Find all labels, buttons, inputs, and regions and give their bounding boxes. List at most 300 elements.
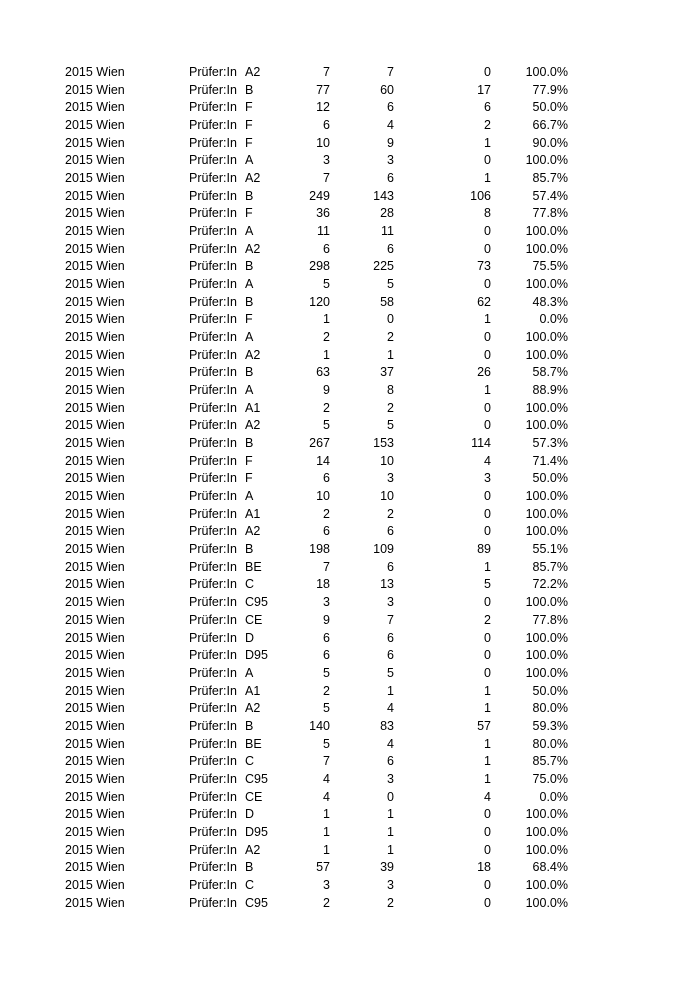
pass-rate-cell: 90.0% — [532, 135, 568, 150]
pass-rate-cell: 100.0% — [525, 665, 568, 680]
license-class-cell: B — [245, 436, 254, 451]
pass-rate-cell: 57.3% — [532, 436, 568, 451]
passed-count-cell: 60 — [380, 82, 394, 97]
total-count-cell: 9 — [323, 383, 330, 398]
examiner-role-cell: Prüfer:In — [189, 577, 237, 592]
examiner-role-cell: Prüfer:In — [189, 489, 237, 504]
total-count-cell: 57 — [316, 860, 330, 875]
passed-count-cell: 1 — [387, 347, 394, 362]
passed-count-cell: 37 — [380, 365, 394, 380]
year-city-cell: 2015 Wien — [65, 895, 125, 910]
year-city-cell: 2015 Wien — [65, 612, 125, 627]
license-class-cell: B — [245, 718, 254, 733]
passed-count-cell: 3 — [387, 877, 394, 892]
year-city-cell: 2015 Wien — [65, 383, 125, 398]
passed-count-cell: 10 — [380, 453, 394, 468]
table-row — [0, 241, 700, 259]
year-city-cell: 2015 Wien — [65, 241, 125, 256]
table-row — [0, 612, 700, 630]
pass-rate-cell: 0.0% — [539, 789, 568, 804]
total-count-cell: 120 — [309, 294, 330, 309]
failed-count-cell: 3 — [484, 471, 491, 486]
year-city-cell: 2015 Wien — [65, 82, 125, 97]
failed-count-cell: 0 — [484, 524, 491, 539]
examiner-role-cell: Prüfer:In — [189, 365, 237, 380]
table-row — [0, 135, 700, 153]
passed-count-cell: 5 — [387, 277, 394, 292]
passed-count-cell: 2 — [387, 895, 394, 910]
passed-count-cell: 58 — [380, 294, 394, 309]
examiner-role-cell: Prüfer:In — [189, 171, 237, 186]
year-city-cell: 2015 Wien — [65, 188, 125, 203]
table-row — [0, 859, 700, 877]
pass-rate-cell: 50.0% — [532, 683, 568, 698]
examiner-role-cell: Prüfer:In — [189, 188, 237, 203]
year-city-cell: 2015 Wien — [65, 277, 125, 292]
pass-rate-cell: 48.3% — [532, 294, 568, 309]
year-city-cell: 2015 Wien — [65, 630, 125, 645]
passed-count-cell: 7 — [387, 65, 394, 79]
year-city-cell: 2015 Wien — [65, 860, 125, 875]
total-count-cell: 6 — [323, 524, 330, 539]
examiner-role-cell: Prüfer:In — [189, 736, 237, 751]
failed-count-cell: 8 — [484, 206, 491, 221]
pass-rate-cell: 100.0% — [525, 400, 568, 415]
total-count-cell: 6 — [323, 118, 330, 133]
year-city-cell: 2015 Wien — [65, 648, 125, 663]
total-count-cell: 198 — [309, 542, 330, 557]
license-class-cell: A2 — [245, 418, 261, 433]
failed-count-cell: 0 — [484, 648, 491, 663]
passed-count-cell: 2 — [387, 506, 394, 521]
examiner-role-cell: Prüfer:In — [189, 82, 237, 97]
passed-count-cell: 225 — [373, 259, 394, 274]
table-row — [0, 364, 700, 382]
passed-count-cell: 3 — [387, 595, 394, 610]
license-class-cell: C — [245, 754, 255, 769]
table-row — [0, 736, 700, 754]
pass-rate-cell: 100.0% — [525, 630, 568, 645]
total-count-cell: 6 — [323, 630, 330, 645]
failed-count-cell: 57 — [477, 718, 491, 733]
passed-count-cell: 2 — [387, 400, 394, 415]
examiner-role-cell: Prüfer:In — [189, 595, 237, 610]
failed-count-cell: 2 — [484, 612, 491, 627]
table-row — [0, 470, 700, 488]
examiner-role-cell: Prüfer:In — [189, 506, 237, 521]
year-city-cell: 2015 Wien — [65, 524, 125, 539]
year-city-cell: 2015 Wien — [65, 118, 125, 133]
examiner-role-cell: Prüfer:In — [189, 135, 237, 150]
passed-count-cell: 6 — [387, 524, 394, 539]
failed-count-cell: 0 — [484, 224, 491, 239]
license-class-cell: C — [245, 577, 255, 592]
pass-rate-cell: 100.0% — [525, 524, 568, 539]
total-count-cell: 5 — [323, 665, 330, 680]
total-count-cell: 77 — [316, 82, 330, 97]
passed-count-cell: 28 — [380, 206, 394, 221]
examiner-role-cell: Prüfer:In — [189, 259, 237, 274]
year-city-cell: 2015 Wien — [65, 559, 125, 574]
passed-count-cell: 0 — [387, 312, 394, 327]
examiner-role-cell: Prüfer:In — [189, 471, 237, 486]
failed-count-cell: 89 — [477, 542, 491, 557]
pass-rate-cell: 85.7% — [532, 754, 568, 769]
examiner-role-cell: Prüfer:In — [189, 153, 237, 168]
failed-count-cell: 5 — [484, 577, 491, 592]
examiner-role-cell: Prüfer:In — [189, 330, 237, 345]
failed-count-cell: 0 — [484, 277, 491, 292]
table-row — [0, 99, 700, 117]
table-row — [0, 630, 700, 648]
passed-count-cell: 1 — [387, 824, 394, 839]
year-city-cell: 2015 Wien — [65, 418, 125, 433]
license-class-cell: CE — [245, 789, 263, 804]
total-count-cell: 3 — [323, 595, 330, 610]
examiner-role-cell: Prüfer:In — [189, 701, 237, 716]
failed-count-cell: 1 — [484, 683, 491, 698]
license-class-cell: D — [245, 630, 255, 645]
failed-count-cell: 2 — [484, 118, 491, 133]
failed-count-cell: 0 — [484, 418, 491, 433]
table-row — [0, 683, 700, 701]
failed-count-cell: 1 — [484, 736, 491, 751]
failed-count-cell: 1 — [484, 754, 491, 769]
pass-rate-cell: 100.0% — [525, 489, 568, 504]
pass-rate-cell: 59.3% — [532, 718, 568, 733]
examiner-role-cell: Prüfer:In — [189, 824, 237, 839]
total-count-cell: 6 — [323, 241, 330, 256]
examiner-role-cell: Prüfer:In — [189, 241, 237, 256]
failed-count-cell: 1 — [484, 171, 491, 186]
total-count-cell: 6 — [323, 648, 330, 663]
examiner-role-cell: Prüfer:In — [189, 436, 237, 451]
failed-count-cell: 1 — [484, 383, 491, 398]
license-class-cell: B — [245, 188, 254, 203]
passed-count-cell: 2 — [387, 330, 394, 345]
failed-count-cell: 0 — [484, 877, 491, 892]
examiner-role-cell: Prüfer:In — [189, 895, 237, 910]
pass-rate-cell: 57.4% — [532, 188, 568, 203]
total-count-cell: 6 — [323, 471, 330, 486]
pass-rate-cell: 0.0% — [539, 312, 568, 327]
table-row — [0, 789, 700, 807]
passed-count-cell: 10 — [380, 489, 394, 504]
total-count-cell: 3 — [323, 153, 330, 168]
passed-count-cell: 83 — [380, 718, 394, 733]
passed-count-cell: 143 — [373, 188, 394, 203]
total-count-cell: 7 — [323, 65, 330, 79]
passed-count-cell: 13 — [380, 577, 394, 592]
license-class-cell: F — [245, 453, 253, 468]
table-row — [0, 435, 700, 453]
passed-count-cell: 8 — [387, 383, 394, 398]
table-row — [0, 842, 700, 860]
year-city-cell: 2015 Wien — [65, 436, 125, 451]
pass-rate-cell: 85.7% — [532, 559, 568, 574]
table-row — [0, 647, 700, 665]
failed-count-cell: 0 — [484, 330, 491, 345]
pass-rate-cell: 100.0% — [525, 877, 568, 892]
table-row — [0, 170, 700, 188]
license-class-cell: CE — [245, 612, 263, 627]
table-row — [0, 258, 700, 276]
examiner-role-cell: Prüfer:In — [189, 877, 237, 892]
failed-count-cell: 1 — [484, 771, 491, 786]
year-city-cell: 2015 Wien — [65, 506, 125, 521]
passed-count-cell: 9 — [387, 135, 394, 150]
examiner-role-cell: Prüfer:In — [189, 648, 237, 663]
year-city-cell: 2015 Wien — [65, 683, 125, 698]
table-row — [0, 400, 700, 418]
total-count-cell: 2 — [323, 895, 330, 910]
table-row — [0, 311, 700, 329]
table-row — [0, 488, 700, 506]
examiner-role-cell: Prüfer:In — [189, 771, 237, 786]
passed-count-cell: 3 — [387, 771, 394, 786]
passed-count-cell: 39 — [380, 860, 394, 875]
year-city-cell: 2015 Wien — [65, 877, 125, 892]
total-count-cell: 4 — [323, 789, 330, 804]
total-count-cell: 2 — [323, 506, 330, 521]
year-city-cell: 2015 Wien — [65, 489, 125, 504]
pass-rate-cell: 58.7% — [532, 365, 568, 380]
examiner-role-cell: Prüfer:In — [189, 118, 237, 133]
failed-count-cell: 1 — [484, 135, 491, 150]
table-row — [0, 64, 700, 82]
table-row — [0, 541, 700, 559]
passed-count-cell: 7 — [387, 612, 394, 627]
total-count-cell: 2 — [323, 330, 330, 345]
passed-count-cell: 4 — [387, 701, 394, 716]
failed-count-cell: 114 — [471, 436, 491, 451]
total-count-cell: 7 — [323, 171, 330, 186]
license-class-cell: F — [245, 118, 253, 133]
failed-count-cell: 0 — [484, 65, 491, 79]
failed-count-cell: 0 — [484, 630, 491, 645]
year-city-cell: 2015 Wien — [65, 294, 125, 309]
passed-count-cell: 6 — [387, 241, 394, 256]
pass-rate-cell: 88.9% — [532, 383, 568, 398]
failed-count-cell: 0 — [484, 665, 491, 680]
total-count-cell: 11 — [317, 224, 330, 239]
total-count-cell: 10 — [316, 135, 330, 150]
failed-count-cell: 1 — [484, 701, 491, 716]
license-class-cell: C95 — [245, 595, 268, 610]
pass-rate-cell: 66.7% — [532, 118, 568, 133]
pass-rate-cell: 100.0% — [525, 277, 568, 292]
failed-count-cell: 0 — [484, 347, 491, 362]
examiner-role-cell: Prüfer:In — [189, 665, 237, 680]
failed-count-cell: 106 — [470, 188, 491, 203]
failed-count-cell: 0 — [484, 842, 491, 857]
license-class-cell: A — [245, 330, 254, 345]
license-class-cell: B — [245, 860, 254, 875]
total-count-cell: 1 — [323, 347, 330, 362]
examiner-role-cell: Prüfer:In — [189, 542, 237, 557]
failed-count-cell: 4 — [484, 789, 491, 804]
total-count-cell: 5 — [323, 701, 330, 716]
total-count-cell: 2 — [323, 400, 330, 415]
table-row — [0, 665, 700, 683]
table-row — [0, 417, 700, 435]
passed-count-cell: 4 — [387, 118, 394, 133]
pass-rate-cell: 100.0% — [525, 506, 568, 521]
pass-rate-cell: 100.0% — [525, 807, 568, 822]
license-class-cell: A1 — [245, 683, 261, 698]
license-class-cell: A2 — [245, 701, 261, 716]
examiner-role-cell: Prüfer:In — [189, 312, 237, 327]
license-class-cell: BE — [245, 559, 262, 574]
pass-rate-cell: 80.0% — [532, 701, 568, 716]
pass-rate-cell: 80.0% — [532, 736, 568, 751]
failed-count-cell: 73 — [477, 259, 491, 274]
table-row — [0, 594, 700, 612]
table-row — [0, 523, 700, 541]
total-count-cell: 14 — [316, 453, 330, 468]
year-city-cell: 2015 Wien — [65, 153, 125, 168]
examiner-role-cell: Prüfer:In — [189, 277, 237, 292]
pass-rate-cell: 50.0% — [532, 471, 568, 486]
examiner-role-cell: Prüfer:In — [189, 612, 237, 627]
examiner-role-cell: Prüfer:In — [189, 206, 237, 221]
license-class-cell: A — [245, 224, 254, 239]
table-row — [0, 223, 700, 241]
year-city-cell: 2015 Wien — [65, 312, 125, 327]
license-class-cell: A1 — [245, 400, 261, 415]
passed-count-cell: 6 — [387, 754, 394, 769]
failed-count-cell: 6 — [484, 100, 491, 115]
license-class-cell: A — [245, 665, 254, 680]
table-row — [0, 700, 700, 718]
year-city-cell: 2015 Wien — [65, 400, 125, 415]
table-row — [0, 559, 700, 577]
examiner-role-cell: Prüfer:In — [189, 559, 237, 574]
examiner-role-cell: Prüfer:In — [189, 718, 237, 733]
year-city-cell: 2015 Wien — [65, 65, 125, 79]
pass-rate-cell: 85.7% — [532, 171, 568, 186]
license-class-cell: F — [245, 100, 253, 115]
total-count-cell: 249 — [309, 188, 330, 203]
total-count-cell: 63 — [316, 365, 330, 380]
passed-count-cell: 5 — [387, 665, 394, 680]
license-class-cell: D95 — [245, 648, 268, 663]
year-city-cell: 2015 Wien — [65, 771, 125, 786]
license-class-cell: F — [245, 206, 253, 221]
total-count-cell: 267 — [309, 436, 330, 451]
examiner-role-cell: Prüfer:In — [189, 453, 237, 468]
passed-count-cell: 6 — [387, 648, 394, 663]
license-class-cell: BE — [245, 736, 262, 751]
license-class-cell: B — [245, 365, 254, 380]
table-row — [0, 347, 700, 365]
year-city-cell: 2015 Wien — [65, 135, 125, 150]
license-class-cell: A2 — [245, 241, 261, 256]
pass-rate-cell: 100.0% — [525, 824, 568, 839]
pass-rate-cell: 72.2% — [532, 577, 568, 592]
spreadsheet-table — [0, 64, 700, 912]
examiner-role-cell: Prüfer:In — [189, 347, 237, 362]
passed-count-cell: 6 — [387, 171, 394, 186]
license-class-cell: A — [245, 489, 254, 504]
license-class-cell: F — [245, 312, 253, 327]
license-class-cell: A2 — [245, 171, 261, 186]
license-class-cell: A2 — [245, 347, 261, 362]
failed-count-cell: 0 — [484, 241, 491, 256]
total-count-cell: 18 — [316, 577, 330, 592]
table-row — [0, 82, 700, 100]
table-row — [0, 382, 700, 400]
year-city-cell: 2015 Wien — [65, 736, 125, 751]
table-row — [0, 895, 700, 913]
pass-rate-cell: 77.9% — [532, 82, 568, 97]
table-row — [0, 506, 700, 524]
passed-count-cell: 6 — [387, 559, 394, 574]
pass-rate-cell: 100.0% — [525, 595, 568, 610]
examiner-role-cell: Prüfer:In — [189, 842, 237, 857]
failed-count-cell: 0 — [484, 895, 491, 910]
failed-count-cell: 1 — [484, 559, 491, 574]
examiner-role-cell: Prüfer:In — [189, 630, 237, 645]
license-class-cell: F — [245, 135, 253, 150]
passed-count-cell: 0 — [387, 789, 394, 804]
table-row — [0, 205, 700, 223]
total-count-cell: 7 — [323, 559, 330, 574]
passed-count-cell: 3 — [387, 153, 394, 168]
total-count-cell: 3 — [323, 877, 330, 892]
total-count-cell: 12 — [316, 100, 330, 115]
year-city-cell: 2015 Wien — [65, 577, 125, 592]
examiner-role-cell: Prüfer:In — [189, 524, 237, 539]
passed-count-cell: 3 — [387, 471, 394, 486]
passed-count-cell: 1 — [387, 683, 394, 698]
failed-count-cell: 0 — [484, 824, 491, 839]
failed-count-cell: 4 — [484, 453, 491, 468]
year-city-cell: 2015 Wien — [65, 206, 125, 221]
passed-count-cell: 1 — [387, 842, 394, 857]
pass-rate-cell: 77.8% — [532, 612, 568, 627]
year-city-cell: 2015 Wien — [65, 842, 125, 857]
table-row — [0, 152, 700, 170]
year-city-cell: 2015 Wien — [65, 259, 125, 274]
pass-rate-cell: 71.4% — [532, 453, 568, 468]
pass-rate-cell: 75.0% — [532, 771, 568, 786]
total-count-cell: 10 — [316, 489, 330, 504]
pass-rate-cell: 100.0% — [525, 153, 568, 168]
pass-rate-cell: 50.0% — [532, 100, 568, 115]
passed-count-cell: 109 — [373, 542, 394, 557]
license-class-cell: B — [245, 82, 254, 97]
failed-count-cell: 0 — [484, 153, 491, 168]
total-count-cell: 1 — [323, 807, 330, 822]
table-row — [0, 329, 700, 347]
failed-count-cell: 0 — [484, 489, 491, 504]
passed-count-cell: 153 — [373, 436, 394, 451]
year-city-cell: 2015 Wien — [65, 100, 125, 115]
examiner-role-cell: Prüfer:In — [189, 400, 237, 415]
pass-rate-cell: 55.1% — [532, 542, 568, 557]
total-count-cell: 1 — [323, 842, 330, 857]
total-count-cell: 298 — [309, 259, 330, 274]
failed-count-cell: 0 — [484, 595, 491, 610]
total-count-cell: 1 — [323, 824, 330, 839]
license-class-cell: B — [245, 294, 254, 309]
failed-count-cell: 0 — [484, 506, 491, 521]
year-city-cell: 2015 Wien — [65, 453, 125, 468]
passed-count-cell: 5 — [387, 418, 394, 433]
year-city-cell: 2015 Wien — [65, 224, 125, 239]
pass-rate-cell: 100.0% — [525, 347, 568, 362]
